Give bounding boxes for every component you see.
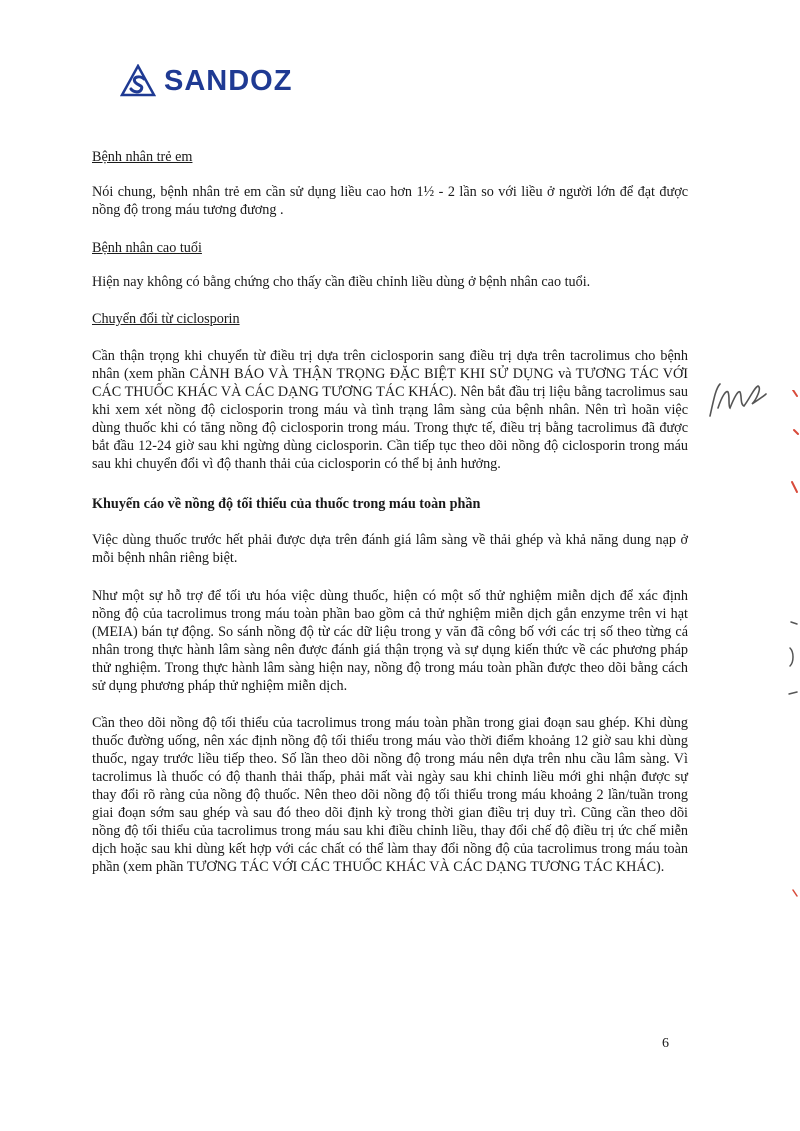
- brand-name: SANDOZ: [164, 64, 293, 97]
- margin-marks-decoration: [785, 390, 800, 1110]
- trough-paragraph-1: Việc dùng thuốc trước hết phải được dựa trên đánh giá lâm sàng về thải ghép và khả năng dung nạp ở mỗi bệnh nhân riêng biệt.: [92, 532, 688, 566]
- sandoz-logo-icon: [120, 64, 156, 98]
- page-number: 6: [662, 1036, 669, 1051]
- trough-paragraph-2: Như một sự hỗ trợ để tối ưu hóa việc dùng thuốc, hiện có một số thử nghiệm miễn dịch để xác định nồng độ của tacrolimus trong máu toàn phần bao gồm cả thử nghiệm miễn dịch gắn enzyme trên vi hạt (MEIA) bán tự động. So sánh nồng độ từ các dữ liệu trong y văn đã công bố với các trị số theo từng cá nhân trong thực hành lâm sàng nên được đánh giá thận trọng và sự dụng kiến thức về các phương pháp thử nghiệm. Trong thực hành lâm sàng hiện nay, nồng độ trong máu toàn phần được theo dõi bằng cách sử dụng phương pháp thử nghiệm miễn dịch.: [92, 588, 688, 694]
- children-heading: Bệnh nhân trẻ em: [92, 149, 193, 165]
- trough-heading: Khuyến cáo về nồng độ tối thiểu của thuốc trong máu toàn phần: [92, 496, 481, 512]
- trough-paragraph-3: Cần theo dõi nồng độ tối thiểu của tacrolimus trong máu toàn phần trong giai đoạn sau ghép. Khi dùng thuốc đường uống, nên xác định nồng độ tối thiểu trong máu vào thời điểm khoảng 12 giờ sau khi dùng thuốc, ngay trước liều tiếp theo. Số lần theo dõi nồng độ trong máu nên dựa trên nhu cầu lâm sàng. Vì tacrolimus là thuốc có độ thanh thải thấp, phải mất vài ngày sau khi chỉnh liều mới ghi nhận được sự thay đổi rõ ràng của nồng độ thuốc. Nên theo dõi nồng độ tối thiểu trong máu khoảng 2 lần/tuần trong giai đoạn sớm sau ghép và sau đó theo dõi định kỳ trong thời gian điều trị duy trì. Cũng cần theo dõi nồng độ tối thiểu của tacrolimus trong máu sau khi điều chỉnh liều, thay đổi chế độ điều trị ức chế miễn dịch hoặc sau khi dùng kết hợp với các chất có thể làm thay đổi nồng độ của tacrolimus trong máu toàn phần (xem phần TƯƠNG TÁC VỚI CÁC THUỐC KHÁC VÀ CÁC DẠNG TƯƠNG TÁC KHÁC).: [92, 715, 688, 875]
- handwritten-initials-icon: [706, 378, 768, 420]
- document-body: [92, 148, 688, 876]
- children-paragraph: Nói chung, bệnh nhân trẻ em cần sử dụng liều cao hơn 1½ - 2 lần so với liều ở người lớn để đạt được nồng độ trong máu tương đương .: [92, 184, 688, 218]
- elderly-heading: Bệnh nhân cao tuổi: [92, 240, 202, 256]
- conversion-paragraph: Cần thận trọng khi chuyển từ điều trị dựa trên ciclosporin sang điều trị dựa trên tacrolimus cho bệnh nhân (xem phần CẢNH BÁO VÀ THẬN TRỌNG ĐẶC BIỆT KHI SỬ DỤNG và TƯƠNG TÁC VỚI CÁC THUỐC KHÁC VÀ CÁC DẠNG TƯƠNG TÁC KHÁC). Nên bắt đầu trị liệu bằng tacrolimus sau khi xem xét nồng độ ciclosporin trong máu và tình trạng lâm sàng của bệnh nhân. Nên trì hoãn việc dùng thuốc khi có tăng nồng độ ciclosporin trong máu. Trong thực tế, điều trị bằng tacrolimus đã được bắt đầu 12-24 giờ sau khi ngừng dùng ciclosporin. Cần tiếp tục theo dõi nồng độ ciclosporin trong máu sau khi chuyển đổi vì độ thanh thải của ciclosporin có thể bị ảnh hưởng.: [92, 348, 688, 472]
- brand-logo: [120, 62, 292, 100]
- elderly-paragraph: Hiện nay không có bằng chứng cho thấy cần điều chỉnh liều dùng ở bệnh nhân cao tuổi.: [92, 274, 591, 290]
- conversion-heading: Chuyển đổi từ ciclosporin: [92, 311, 240, 327]
